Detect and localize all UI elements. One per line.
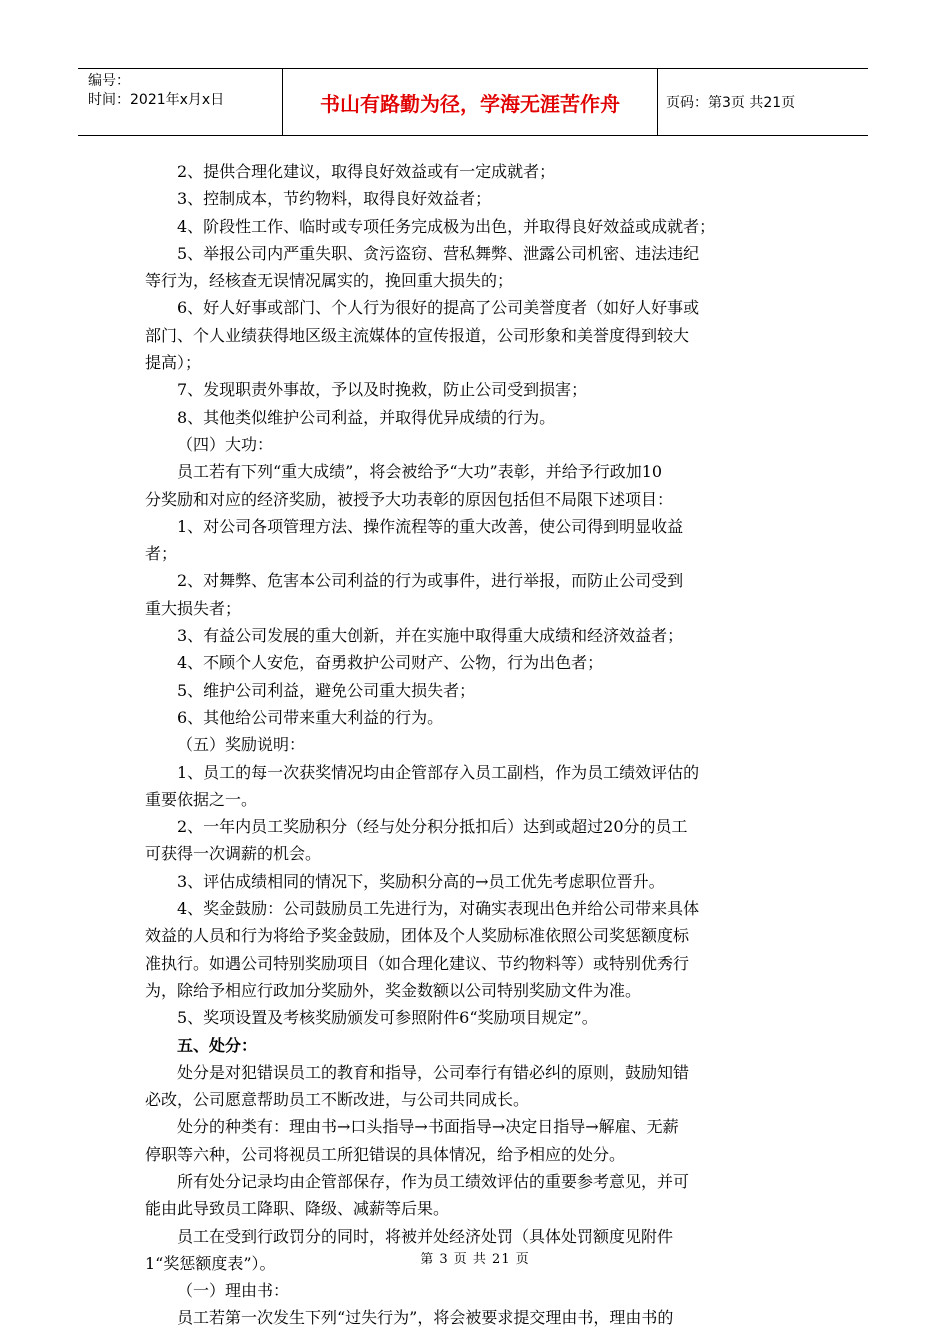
body-line: 5、举报公司内严重失职、贪污盗窃、营私舞弊、泄露公司机密、违法违纪	[177, 243, 700, 263]
body-line: 所有处分记录均由企管部保存，作为员工绩效评估的重要参考意见，并可	[177, 1171, 690, 1191]
body-line: 准执行。如遇公司特别奖励项目（如合理化建议、节约物料等）或特别优秀行	[145, 953, 690, 973]
body-line: 等行为，经核查无误情况属实的，挽回重大损失的；	[145, 271, 514, 291]
section-heading: 五、处分：	[177, 1035, 258, 1055]
header-meta	[78, 69, 283, 135]
body-line: 1、员工的每一次获奖情况均由企管部存入员工副档，作为员工绩效评估的	[177, 762, 700, 782]
body-line: （一）理由书：	[177, 1281, 290, 1301]
body-line: 4、奖金鼓励：公司鼓励员工先进行为，对确实表现出色并给公司带来具体	[177, 899, 700, 919]
document-date: 时间：2021年x月x日	[88, 92, 225, 108]
page-header	[78, 68, 868, 136]
body-line: 3、有益公司发展的重大创新，并在实施中取得重大成绩和经济效益者；	[177, 626, 684, 646]
header-motto: 书山有路勤为径，学海无涯苦作舟	[283, 69, 658, 135]
body-line: 员工若第一次发生下列“过失行为”，将会被要求提交理由书，理由书的	[177, 1308, 674, 1328]
body-line: 1“奖惩额度表”）。	[145, 1253, 276, 1273]
body-line: 提高）；	[145, 353, 202, 373]
document-body	[145, 158, 813, 1332]
body-line: 可获得一次调薪的机会。	[145, 844, 322, 864]
body-line: 2、提供合理化建议，取得良好效益或有一定成就者；	[177, 162, 556, 181]
body-line: 重要依据之一。	[145, 789, 258, 809]
body-line: 2、对舞弊、危害本公司利益的行为或事件，进行举报，而防止公司受到	[177, 571, 684, 591]
body-line: 8、其他类似维护公司利益，并取得优异成绩的行为。	[177, 407, 556, 427]
body-line: 效益的人员和行为将给予奖金鼓励，团体及个人奖励标准依照公司奖惩额度标	[145, 926, 690, 946]
body-line: 处分是对犯错误员工的教育和指导，公司奉行有错必纠的原则，鼓励知错	[177, 1062, 690, 1082]
body-line: 分奖励和对应的经济奖励，被授予大功表彰的原因包括但不局限下述项目：	[145, 489, 674, 509]
body-line: （五）奖励说明：	[177, 735, 306, 755]
body-line: 5、奖项设置及考核奖励颁发可参照附件6“奖励项目规定”。	[177, 1008, 598, 1028]
body-line: 处分的种类有：理由书→口头指导→书面指导→决定日指导→解雇、无薪	[177, 1117, 679, 1137]
body-line: 停职等六种，公司将视员工所犯错误的具体情况，给予相应的处分。	[145, 1144, 626, 1164]
body-line: 能由此导致员工降职、降级、减薪等后果。	[145, 1199, 450, 1219]
body-line: 必改，公司愿意帮助员工不断改进，与公司共同成长。	[145, 1090, 530, 1110]
body-line: 重大损失者；	[145, 598, 242, 618]
document-number: 编号：	[88, 73, 130, 89]
body-line: 1、对公司各项管理方法、操作流程等的重大改善，使公司得到明显收益	[177, 516, 684, 536]
body-line: 4、不顾个人安危，奋勇救护公司财产、公物，行为出色者；	[177, 653, 604, 673]
body-line: 6、好人好事或部门、个人行为很好的提高了公司美誉度者（如好人好事或	[177, 298, 700, 318]
body-line: 3、控制成本，节约物料，取得良好效益者；	[177, 189, 492, 209]
page-footer: 第 3 页 共 21 页	[420, 1252, 530, 1267]
body-line: 2、一年内员工奖励积分（经与处分积分抵扣后）达到或超过20分的员工	[177, 817, 688, 837]
body-line: 部门、个人业绩获得地区级主流媒体的宣传报道，公司形象和美誉度得到较大	[145, 325, 690, 345]
body-line: 6、其他给公司带来重大利益的行为。	[177, 707, 444, 727]
header-page-number: 页码：第3页 共21页	[666, 95, 796, 111]
body-line: 7、发现职责外事故，予以及时挽救，防止公司受到损害；	[177, 380, 588, 400]
body-line: 5、维护公司利益，避免公司重大损失者；	[177, 680, 476, 700]
body-line: 3、评估成绩相同的情况下，奖励积分高的→员工优先考虑职位晋升。	[177, 871, 665, 891]
body-line: 为，除给予相应行政加分奖励外，奖金数额以公司特别奖励文件为准。	[145, 980, 642, 1000]
body-line: 者；	[145, 544, 178, 564]
body-line: 员工在受到行政罚分的同时，将被并处经济处罚（具体处罚额度见附件	[177, 1226, 674, 1246]
body-line: （四）大功：	[177, 434, 274, 454]
body-line: 4、阶段性工作、临时或专项任务完成极为出色，并取得良好效益或成就者；	[177, 216, 716, 236]
body-line: 员工若有下列“重大成绩”，将会被给予“大功”表彰，并给予行政加10	[177, 462, 663, 482]
